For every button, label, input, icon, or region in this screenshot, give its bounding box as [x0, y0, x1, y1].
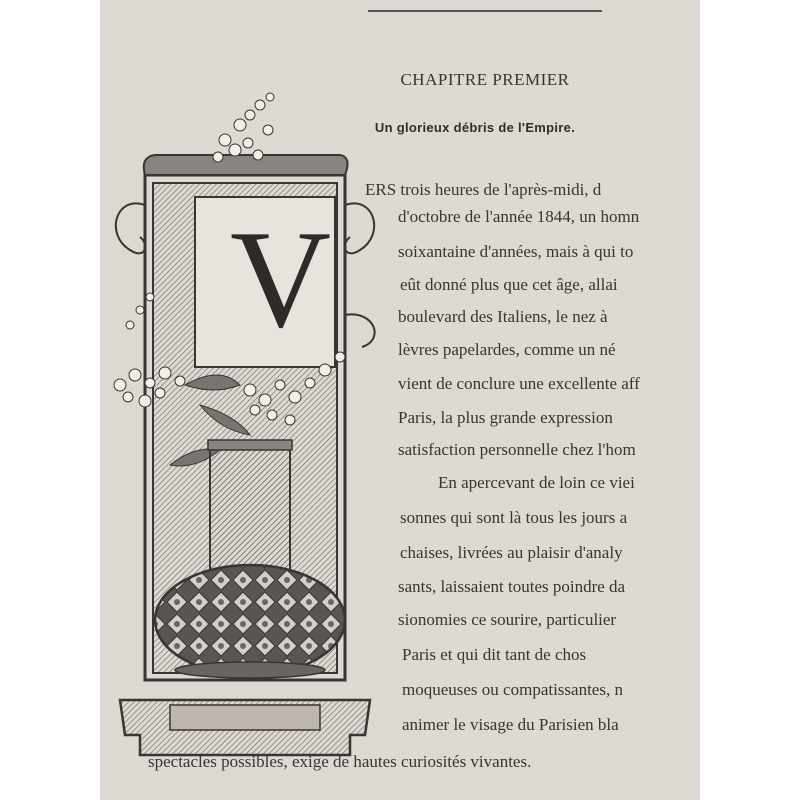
top-rule [368, 10, 602, 12]
text-line: lèvres papelardes, comme un né [398, 340, 616, 359]
text-line: sants, laissaient toutes poindre da [398, 577, 626, 596]
text-line: Paris et qui dit tant de chos [402, 645, 587, 664]
text-line: d'octobre de l'année 1844, un homn [398, 207, 640, 226]
text-line: boulevard des Italiens, le nez à [398, 307, 608, 326]
text-line: vient de conclure une excellente aff [398, 374, 640, 393]
text-line: eût donné plus que cet âge, allai [400, 275, 618, 294]
text-line: satisfaction personnelle chez l'hom [398, 440, 636, 459]
text-line: animer le visage du Parisien bla [402, 715, 619, 734]
text-line: Paris, la plus grande expression [398, 408, 613, 427]
text-line: ERS trois heures de l'après-midi, d [365, 180, 602, 199]
chapter-title: CHAPITRE PREMIER [400, 70, 570, 89]
text-line: sionomies ce sourire, particulier [398, 610, 617, 629]
text-line: chaises, livrées au plaisir d'analy [400, 543, 623, 562]
chapter-subtitle: Un glorieux débris de l'Empire. [374, 120, 576, 135]
text-line: sonnes qui sont là tous les jours a [400, 508, 628, 527]
text-line: moqueuses ou compatissantes, n [402, 680, 623, 699]
book-page [100, 0, 700, 800]
text-line: En apercevant de loin ce viei [438, 473, 635, 492]
text-line: soixantaine d'années, mais à qui to [398, 242, 634, 261]
ornamental-frame-illustration [100, 85, 380, 760]
drop-cap-letter: V [230, 202, 332, 357]
text-line: spectacles possibles, exige de hautes curiosités vivantes. [148, 752, 532, 771]
